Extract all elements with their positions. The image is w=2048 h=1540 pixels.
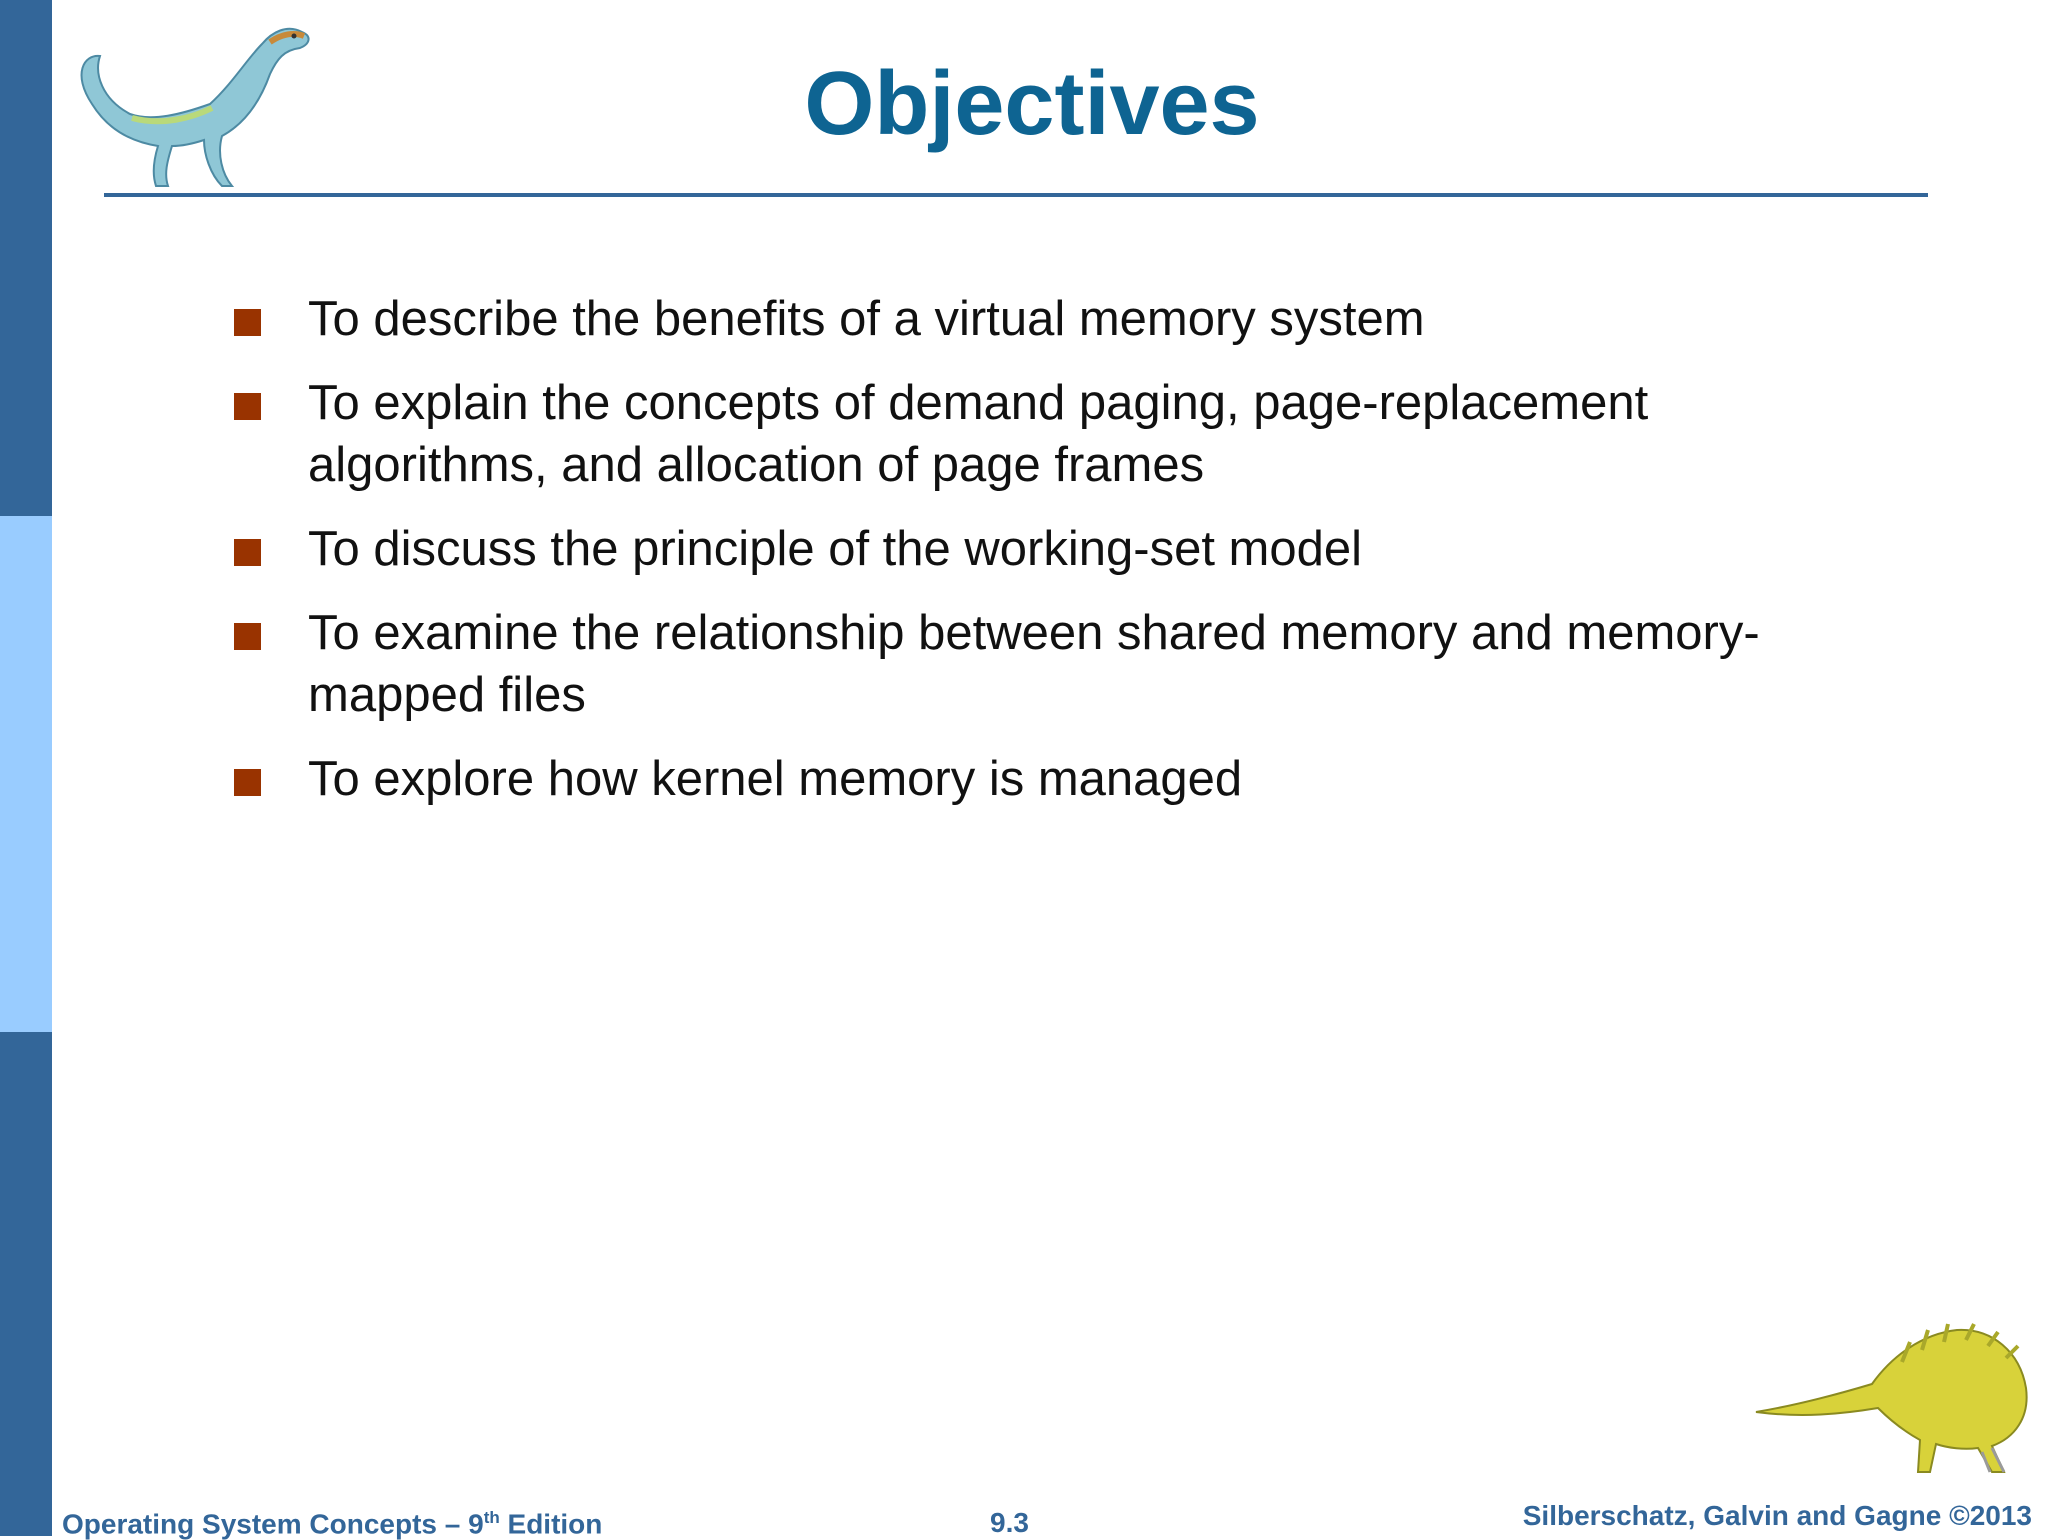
square-bullet-icon	[234, 539, 261, 566]
dinosaur-icon	[1752, 1322, 2042, 1480]
list-item	[0, 288, 1800, 350]
bullet-text: To discuss the principle of the working-set model	[308, 522, 1363, 576]
square-bullet-icon	[234, 393, 261, 420]
bullet-text: To explore how kernel memory is managed	[308, 752, 1243, 806]
footer-book-title: Operating System Concepts – 9th Edition	[62, 1508, 603, 1540]
side-bar-bottom	[0, 1032, 52, 1536]
list-item	[0, 518, 1800, 580]
list-item	[0, 602, 1800, 726]
title-underline	[104, 193, 1928, 197]
objectives-list	[0, 288, 1800, 832]
footer-copyright: Silberschatz, Galvin and Gagne ©2013	[1522, 1500, 2032, 1531]
bullet-text: To examine the relationship between shared memory and memory-mapped files	[308, 606, 1760, 722]
bullet-text: To explain the concepts of demand paging, page-replacement algorithms, and allocation of page frames	[308, 376, 1649, 492]
list-item	[0, 748, 1800, 810]
square-bullet-icon	[234, 309, 261, 336]
slide-title: Objectives	[804, 54, 1260, 154]
square-bullet-icon	[234, 623, 261, 650]
edition-superscript: th	[483, 1508, 500, 1527]
bullet-text: To describe the benefits of a virtual memory system	[308, 292, 1425, 346]
list-item	[0, 372, 1800, 496]
square-bullet-icon	[234, 769, 261, 796]
page-number: 9.3	[990, 1507, 1029, 1538]
